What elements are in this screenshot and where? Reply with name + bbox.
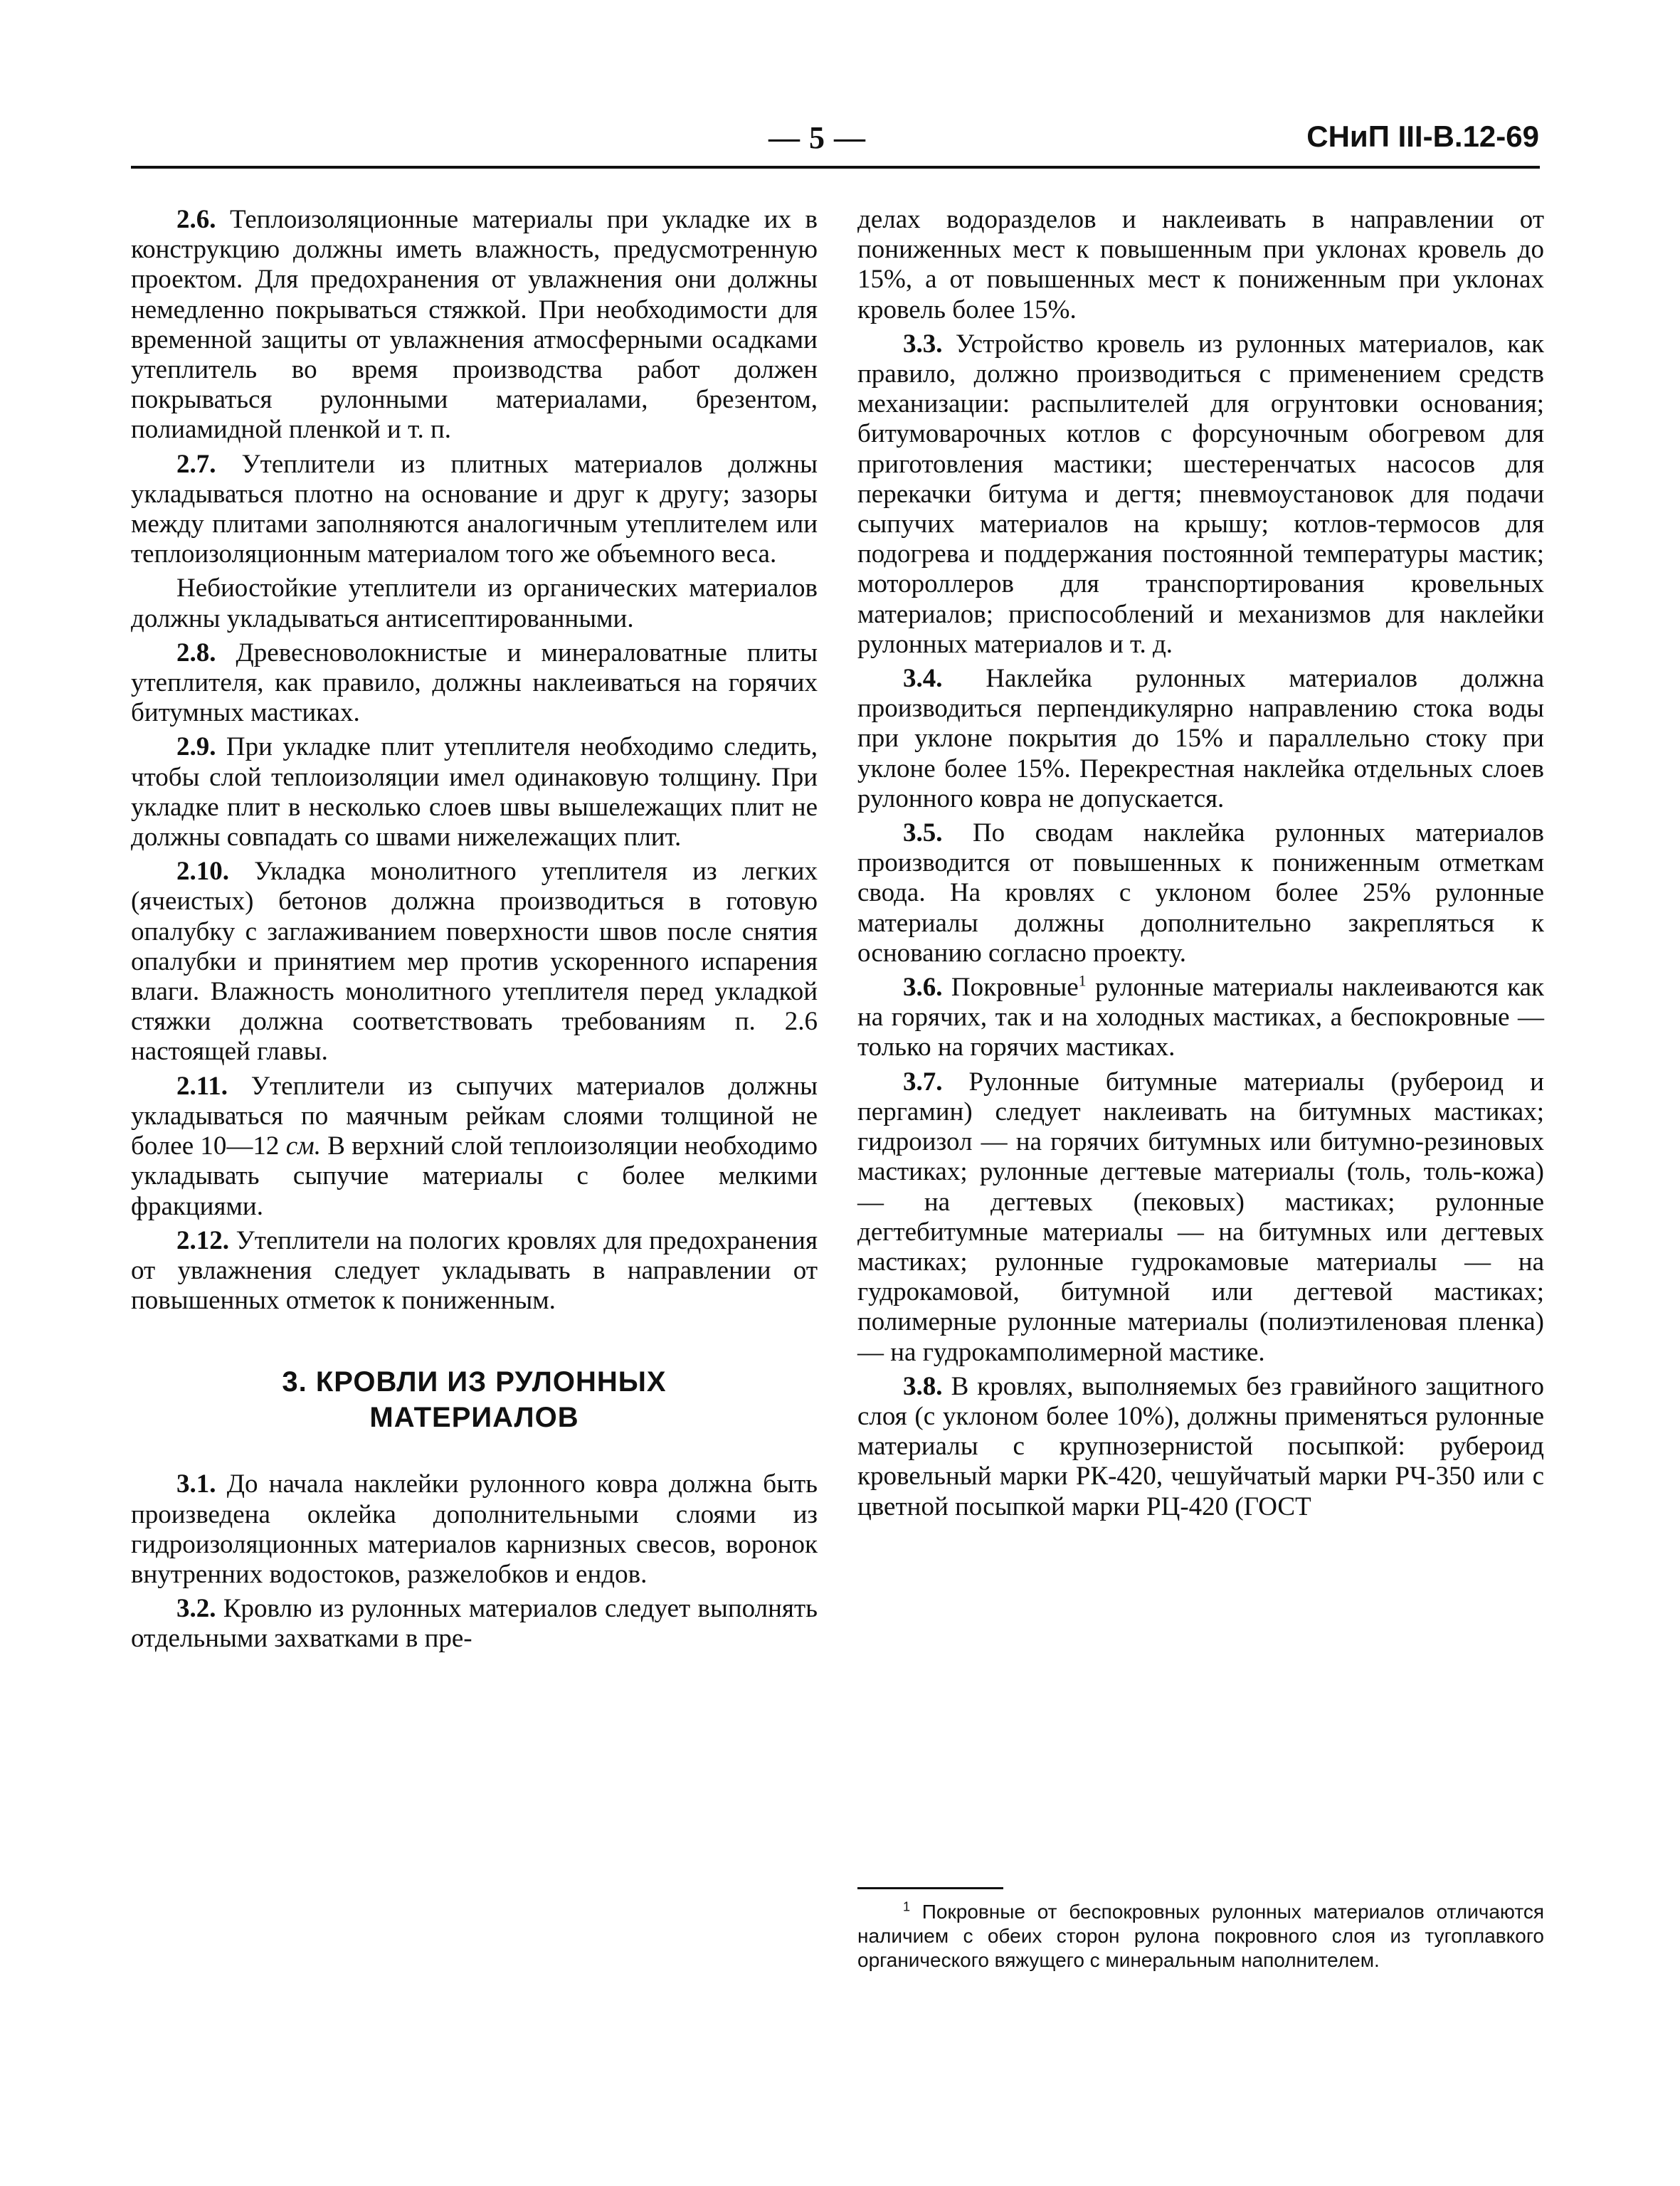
clause-text: В кровлях, выполняемых без гравийного защитного слоя (с уклоном более 10%), должны применяться рулонные материалы с крупнозернистой посыпкой: рубероид кровельный марки РК-420, чешуйчатый марки РЧ-350 или с цветной посыпкой марки РЦ-420 (ГОСТ bbox=[857, 1371, 1544, 1521]
clause-text: делах водоразделов и наклеивать в направлении от пониженных мест к повышенным при уклонах кровель до 15%, а от повышенных мест к пониженным при уклонах кровель более 15%. bbox=[857, 205, 1544, 324]
paragraph-2-7-continued bbox=[131, 574, 818, 633]
section-heading bbox=[131, 1364, 818, 1435]
paragraph-2-8 bbox=[131, 638, 818, 729]
clause-text: Небиостойкие утеплители из органических материалов должны укладываться антисептированными. bbox=[131, 574, 818, 633]
paragraph-3-7 bbox=[857, 1067, 1544, 1368]
footnote-rule bbox=[857, 1887, 1003, 1889]
clause-text: Теплоизоляционные материалы при укладке их в конструкцию должны иметь влажность, предусмотренную проектом. Для предохранения от увлажнения они должны немедленно покрываться стяжкой. При необходимости для временной защиты от увлажнения атмосферными осадками утеплитель во время производства работ должен покрываться рулонными материалами, брезентом, полиамидной пленкой и т. п. bbox=[131, 205, 818, 445]
clause-text: До начала наклейки рулонного ковра должна быть произведена оклейка дополнительными слоями из гидроизоляционных материалов карнизных свесов, воронок внутренних водостоков, разжелобков и ендов. bbox=[131, 1469, 818, 1589]
unit-text: см. bbox=[285, 1131, 321, 1161]
clause-number: 2.11. bbox=[176, 1071, 228, 1101]
clause-number: 2.9. bbox=[176, 732, 216, 762]
clause-number: 3.5. bbox=[903, 818, 943, 848]
footnote-marker: 1 bbox=[903, 1899, 911, 1914]
header-rule bbox=[131, 166, 1540, 169]
clause-number: 2.12. bbox=[176, 1225, 229, 1255]
left-column bbox=[131, 205, 818, 1659]
paragraph-3-4 bbox=[857, 664, 1544, 814]
paragraph-2-6 bbox=[131, 205, 818, 445]
paragraph-3-6 bbox=[857, 973, 1544, 1063]
clause-text: Утеплители из плитных материалов должны укладываться плотно на основание и друг к другу; зазоры между плитами заполняются аналогичным утеплителем или теплоизоляционным материалом того же объемного веса. bbox=[131, 449, 818, 569]
paragraph-2-10 bbox=[131, 857, 818, 1067]
clause-number: 3.2. bbox=[176, 1594, 216, 1624]
clause-text: Покровные bbox=[942, 973, 1079, 1003]
document-code: СНиП III-В.12-69 bbox=[1306, 120, 1539, 153]
paragraph-2-12 bbox=[131, 1226, 818, 1316]
paragraph-3-8 bbox=[857, 1372, 1544, 1522]
clause-text: Утеплители из сыпучих материалов должны укладываться по маячным рейкам слоями толщиной не более 10—12 bbox=[131, 1071, 818, 1161]
clause-number: 3.3. bbox=[903, 329, 943, 359]
clause-number: 3.7. bbox=[903, 1067, 943, 1097]
clause-text: По сводам наклейка рулонных материалов производится от повышенных к пониженным отметкам свода. На кровлях с уклоном более 25% рулонные материалы должны дополнительно закрепляться к основанию согласно проекту. bbox=[857, 818, 1544, 968]
clause-number: 3.1. bbox=[176, 1469, 216, 1499]
paragraph-2-7 bbox=[131, 450, 818, 570]
clause-number: 3.6. bbox=[903, 973, 943, 1003]
paragraph-3-2-continued bbox=[857, 205, 1544, 325]
clause-text: Рулонные битумные материалы (рубероид и пергамин) следует наклеивать на битумных мастиках; гидроизол — на горячих битумных или битумно-резиновых мастиках; рулонные дегтевые материалы (толь, толь-кожа) — на дегтевых (пековых) мастиках; рулонные дегтебитумные материалы — на битумных или дегтевых мастиках; рулонные гудрокамовые материалы — на гудрокамовой, битумной или дегтевой мастиках; полимерные рулонные материалы (полиэтиленовая пленка) — на гудрокамполимерной мастике. bbox=[857, 1067, 1544, 1367]
clause-text: Наклейка рулонных материалов должна производиться перпендикулярно направлению стока воды при уклоне покрытия до 15% и параллельно стоку при уклоне более 15%. Перекрестная наклейка отдельных слоев рулонного ковра не допускается. bbox=[857, 664, 1544, 813]
section-heading-line-2: МАТЕРИАЛОВ bbox=[369, 1402, 579, 1434]
clause-text: Кровлю из рулонных материалов следует выполнять отдельными захватками в пре- bbox=[131, 1594, 818, 1654]
clause-text: Древесноволокнистые и минераловатные плиты утеплителя, как правило, должны наклеиваться на горячих битумных мастиках. bbox=[131, 638, 818, 728]
section-heading-line-1: 3. КРОВЛИ ИЗ РУЛОННЫХ bbox=[282, 1366, 667, 1398]
clause-text: Устройство кровель из рулонных материалов, как правило, должно производиться с применением средств механизации: распылителей для огрунтовки основания; битумоварочных котлов с форсуночным обогревом для приготовления мастики; шестеренчатых насосов для перекачки битума и дегтя; пневмоустановок для подачи сыпучих материалов на крышу; котлов-термосов для подогрева и поддержания постоянной температуры мастик; мотороллеров для транспортирования кровельных материалов; приспособлений и механизмов для наклейки рулонных материалов и т. д. bbox=[857, 329, 1544, 659]
footnote-text: Покровные от беспокровных рулонных материалов отличаются наличием с обеих сторон рулона покровного слоя из тугоплавкого органического вяжущего с минеральным наполнителем. bbox=[857, 1901, 1544, 1971]
paragraph-3-5 bbox=[857, 818, 1544, 968]
clause-number: 2.7. bbox=[176, 449, 216, 479]
paragraph-2-11 bbox=[131, 1072, 818, 1222]
footnote-marker: 1 bbox=[1078, 971, 1087, 990]
footnote bbox=[857, 1900, 1544, 1973]
paragraph-3-3 bbox=[857, 329, 1544, 660]
clause-number: 3.4. bbox=[903, 664, 943, 694]
clause-text: При укладке плит утеплителя необходимо следить, чтобы слой теплоизоляции имел одинаковую толщину. При укладке плит в несколько слоев швы вышележащих плит не должны совпадать со швами нижележащих плит. bbox=[131, 732, 818, 852]
page-number: — 5 — bbox=[768, 120, 866, 155]
clause-number: 2.10. bbox=[176, 857, 229, 887]
clause-number: 2.8. bbox=[176, 638, 216, 667]
paragraph-3-2 bbox=[131, 1594, 818, 1654]
clause-text: Укладка монолитного утеплителя из легких (ячеистых) бетонов должна производиться в готовую опалубку с заглаживанием поверхности швов после снятия опалубки и принятием мер против ускоренного испарения влаги. Влажность монолитного утеплителя перед укладкой стяжки должна соответствовать требованиям п. 2.6 настоящей главы. bbox=[131, 857, 818, 1067]
clause-number: 2.6. bbox=[176, 205, 216, 234]
paragraph-3-1 bbox=[131, 1469, 818, 1590]
clause-text: Утеплители на пологих кровлях для предохранения от увлажнения следует укладывать в направлении от повышенных отметок к пониженным. bbox=[131, 1225, 818, 1316]
clause-number: 3.8. bbox=[903, 1371, 943, 1401]
clause-text: В верхний слой теплоизоляции необходимо укладывать сыпучие материалы с более мелкими фракциями. bbox=[131, 1131, 818, 1221]
paragraph-2-9 bbox=[131, 732, 818, 852]
clause-text: рулонные материалы наклеиваются как на горячих, так и на холодных мастиках, а беспокровные — только на горячих мастиках. bbox=[857, 973, 1544, 1062]
right-column bbox=[857, 205, 1544, 1526]
